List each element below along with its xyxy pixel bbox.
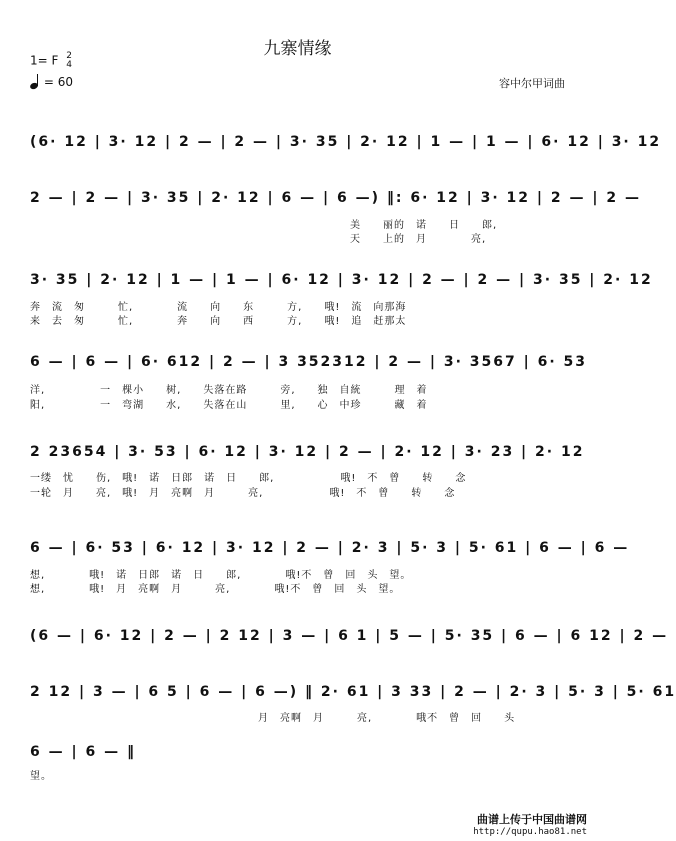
quarter-note-icon: [30, 75, 40, 89]
time-top: 2: [66, 51, 72, 61]
key-label: 1= F: [30, 53, 59, 68]
tempo-value: = 60: [43, 75, 73, 89]
lyric-line-8a: 月 亮啊 月 亮, 哦不 曾 回 头: [258, 713, 516, 724]
notation-line-2: 2 — | 2 — | 3· 35 | 2· 12 | 6 — | 6 —) ‖: 6· 12 | 3· 12 | 2 — | 2 —: [30, 190, 641, 206]
page-title: 九寨情缘: [263, 39, 332, 59]
notation-line-9: 6 — | 6 — ‖: [30, 744, 136, 760]
lyric-line-5a: 一缕 忧 伤, 哦! 诺 日郎 诺 日 郎, 哦! 不 曾 转 念: [30, 473, 467, 484]
notation-line-5: 2 23654 | 3· 53 | 6· 12 | 3· 12 | 2 — | 2· 12 | 3· 23 | 2· 12: [30, 444, 585, 460]
notation-line-1: (6· 12 | 3· 12 | 2 — | 2 — | 3· 35 | 2· 12 | 1 — | 1 — | 6· 12 | 3· 12: [30, 134, 662, 150]
lyric-line-3a: 奔 流 匆 忙, 流 向 东 方, 哦! 流 向那海: [30, 302, 407, 313]
watermark: [473, 811, 587, 837]
notation-line-6: 6 — | 6· 53 | 6· 12 | 3· 12 | 2 — | 2· 3 | 5· 3 | 5· 61 | 6 — | 6 —: [30, 540, 630, 556]
composer-credit: 容中尔甲词曲: [499, 77, 565, 90]
key-signature: [30, 52, 72, 70]
lyric-line-5b: 一轮 月 亮, 哦! 月 亮啊 月 亮, 哦! 不 曾 转 念: [30, 488, 456, 499]
time-bottom: 4: [66, 60, 72, 70]
lyric-line-9a: 望。: [30, 771, 52, 782]
lyric-line-4b: 阳, 一 弯湖 水, 失落在山 里, 心 中珍 藏 着: [30, 400, 428, 411]
lyric-line-3b: 来 去 匆 忙, 奔 向 西 方, 哦! 追 赶那太: [30, 316, 407, 327]
lyric-line-2a: 美 丽的 诺 日 郎,: [350, 220, 498, 231]
lyric-line-2b: 天 上的 月 亮,: [350, 234, 487, 245]
lyric-line-4a: 洋, 一 棵小 树, 失落在路 旁, 独 自統 理 着: [30, 385, 428, 396]
lyric-line-6b: 想, 哦! 月 亮啊 月 亮, 哦!不 曾 回 头 望。: [30, 584, 401, 595]
time-signature: [66, 52, 72, 70]
notation-line-7: (6 — | 6· 12 | 2 — | 2 12 | 3 — | 6 1 | 5 — | 5· 35 | 6 — | 6 12 | 2 —: [30, 628, 669, 644]
watermark-url: http://qupu.hao81.net: [473, 827, 587, 837]
notation-line-3: 3· 35 | 2· 12 | 1 — | 1 — | 6· 12 | 3· 12 | 2 — | 2 — | 3· 35 | 2· 12: [30, 272, 653, 288]
lyric-line-6a: 想, 哦! 诺 日郎 诺 日 郎, 哦!不 曾 回 头 望。: [30, 570, 412, 581]
notation-line-4: 6 — | 6 — | 6· 612 | 2 — | 3 352312 | 2 — | 3· 3567 | 6· 53: [30, 354, 588, 370]
notation-line-8: 2 12 | 3 — | 6 5 | 6 — | 6 —) ‖ 2· 61 | 3 33 | 2 — | 2· 3 | 5· 3 | 5· 61: [30, 684, 676, 700]
tempo-marking: [30, 75, 73, 89]
watermark-site: 曲谱上传于中国曲谱网: [477, 813, 587, 826]
